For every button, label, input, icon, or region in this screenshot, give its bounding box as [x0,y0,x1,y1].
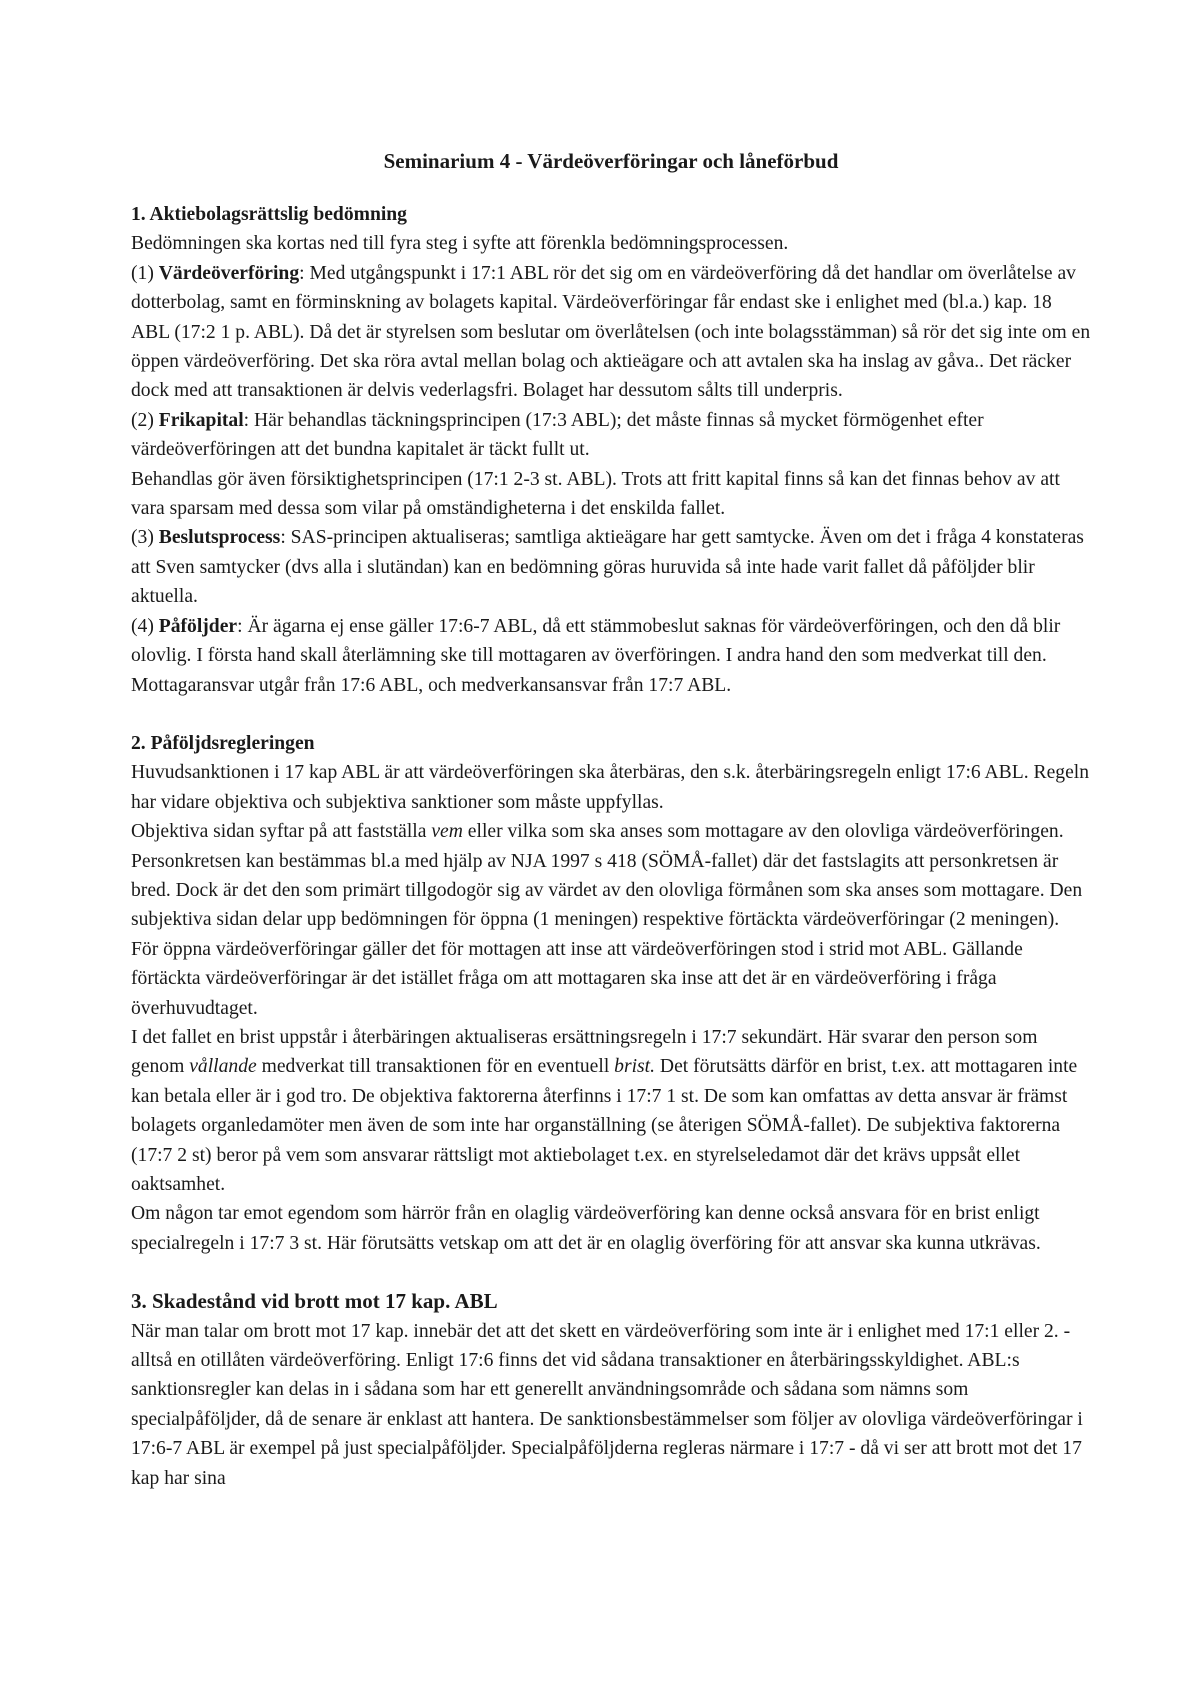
step-text: : Med utgångspunkt i 17:1 ABL rör det sig om en värdeöverföring då det handlar om överlåtelse av dotterbolag, samt en förminskning av bolagets kapital. Värdeöverföringar får endast ske i enlighet med (bl.a.) kap. 18 ABL (17:2 1 p. ABL). Då det är styrelsen som beslutar om överlåtelsen (och inte bolagsstämman) så rör det sig inte om en öppen värdeöverföring. Det ska röra avtal mellan bolag och aktieägare och att avtalen ska ha inslag av gåva.. Det räcker dock med att transaktionen är delvis vederlagsfri. Bolaget har dessutom sålts till underpris. [131,262,1091,402]
step-label: Värdeöverföring [158,262,300,284]
step-label: Frikapital [158,409,244,431]
paragraph-step-4 [131,612,1091,700]
step-number: (3) [131,527,159,549]
step-text: : SAS-principen aktualiseras; samtliga aktieägare har gett samtycke. Även om det i fråga 4 konstateras att Sven samtycker (dvs alla i slutändan) kan en bedömning göras huruvida så inte hade varit fallet då påföljder blir aktuella. [131,527,1084,608]
paragraph: När man talar om brott mot 17 kap. innebär det att det skett en värdeöverföring som inte är i enlighet med 17:1 eller 2. - alltså en otillåten värdeöverföring. Enligt 17:6 finns det vid sådana transaktioner en återbäringsskyldighet. ABL:s sanktionsregler kan delas in i sådana som har ett generellt användningsområde och sådana som nämns som specialpåföljder, då de senare är enklast att hantera. De sanktionsbestämmelser som följer av olovliga värdeöverföringar i 17:6-7 ABL är exempel på just specialpåföljder. Specialpåföljderna regleras närmare i 17:7 - då vi ser att brott mot det 17 kap har sina [131,1320,1083,1489]
paragraph: Behandlas gör även försiktighetsprincipen (17:1 2-3 st. ABL). Trots att fritt kapital finns så kan det finnas behov av att vara sparsam med dessa som vilar på omständigheterna i det enskilda fallet. [131,468,1060,520]
step-number: (2) [131,409,159,431]
text-run: Det förutsätts därför en brist, t.ex. att mottagaren inte kan betala eller är i god tro. De objektiva faktorerna återfinns i 17:7 1 st. De som kan omfattas av detta ansvar är främst bolagets organledamöter men även de som inte har organställning (se återigen SÖMÅ-fallet). De subjektiva faktorerna (17:7 2 st) beror på vem som ansvarar rättsligt mot aktiebolaget t.ex. en styrelseledamot där det krävs uppsåt ellet oaktsamhet. [131,1056,1078,1195]
section-heading: 1. Aktiebolagsrättslig bedömning [131,204,407,225]
text-run: Objektiva sidan syftar på att fastställa [131,821,432,843]
paragraph [131,1023,1091,1199]
step-label: Påföljder [158,615,238,637]
emphasis: vem [431,821,463,843]
section-heading: 3. Skadestånd vid brott mot 17 kap. ABL [131,1289,498,1314]
step-text: : Är ägarna ej ense gäller 17:6-7 ABL, då ett stämmobeslut saknas för värdeöverföringen, och den då blir olovlig. I första hand skall återlämning ske till mottagaren av överföringen. I andra hand den som medverkat till den. Mottagaransvar utgår från 17:6 ABL, och medverkansansvar från 17:7 ABL. [131,615,1061,696]
paragraph [131,817,1091,1023]
paragraph-step-2 [131,406,1091,465]
paragraph-step-3 [131,523,1091,611]
emphasis: vållande [189,1056,257,1078]
section-1 [131,200,1091,700]
section-3 [131,1287,1091,1493]
document-body [131,146,1091,1522]
step-label: Beslutsprocess [158,527,281,549]
step-number: (4) [131,615,159,637]
step-number: (1) [131,262,159,284]
paragraph: Om någon tar emot egendom som härrör från en olaglig värdeöverföring kan denne också ansvara för en brist enligt specialregeln i 17:7 3 st. Här förutsätts vetskap om att det är en olaglig överföring för att ansvar ska kunna utkrävas. [131,1203,1041,1254]
paragraph-step-1 [131,259,1091,406]
emphasis: brist. [614,1056,656,1078]
section-2 [131,729,1091,1258]
paragraph: Bedömningen ska kortas ned till fyra steg i syfte att förenkla bedömningsprocessen. [131,233,789,255]
document-title: Seminarium 4 - Värdeöverföringar och låneförbud [383,149,839,173]
paragraph: Huvudsanktionen i 17 kap ABL är att värdeöverföringen ska återbäras, den s.k. återbäringsregeln enligt 17:6 ABL. Regeln har vidare objektiva och subjektiva sanktioner som måste uppfyllas. [131,762,1090,813]
text-run: I det fallet en brist uppstår i återbäringen aktualiseras ersättningsregeln i 17:7 sekundärt. Här svarar den person som genom [131,1026,1038,1078]
text-run: medverkat till transaktionen för en eventuell [256,1056,615,1078]
section-heading: 2. Påföljdsregleringen [131,732,315,754]
step-text: : Här behandlas täckningsprincipen (17:3 ABL); det måste finnas så mycket förmögenhet efter värdeöverföringen att det bundna kapitalet är täckt fullt ut. [131,409,984,461]
text-run: eller vilka som ska anses som mottagare av den olovliga värdeöverföringen. Personkretsen kan bestämmas bl.a med hjälp av NJA 1997 s 418 (SÖMÅ-fallet) där det fastslagits att personkretsen är bred. Dock är det den som primärt tillgodogör sig av värdet av den olovliga förmånen som ska anses som mottagare. Den subjektiva sidan delar upp bedömningen för öppna (1 meningen) respektive förtäckta värdeöverföringar (2 meningen). För öppna värdeöverföringar gäller det för mottagen att inse att värdeöverföringen stod i strid mot ABL. Gällande förtäckta värdeöverföringar är det istället fråga om att mottagaren ska inse att det är en värdeöverföring i fråga överhuvudtaget. [131,821,1083,1019]
